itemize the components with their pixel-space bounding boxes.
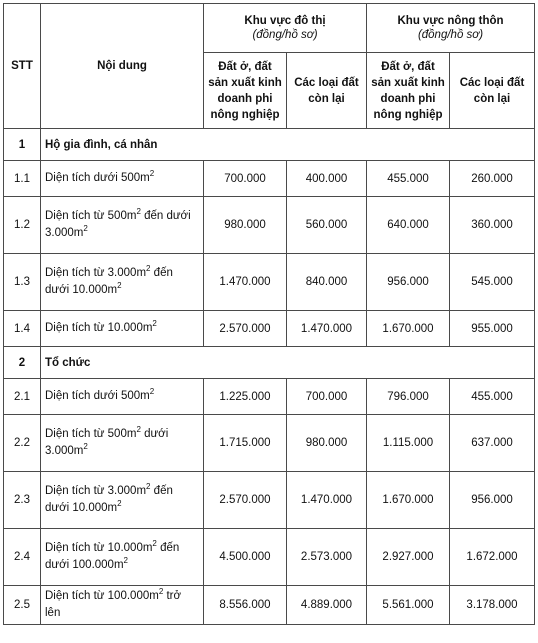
header-urban-unit: (đồng/hồ sơ)	[252, 29, 318, 41]
urban-land-fee: 2.570.000	[204, 311, 287, 347]
urban-land-fee: 1.225.000	[204, 379, 287, 415]
rural-land-fee: 1.670.000	[367, 311, 450, 347]
row-content	[41, 254, 204, 311]
squared-superscript: 2	[149, 169, 155, 179]
row-content	[41, 472, 204, 529]
squared-superscript: 2	[136, 207, 141, 217]
table-row	[4, 197, 535, 254]
row-content	[41, 379, 204, 415]
rural-other-fee: 956.000	[450, 472, 535, 529]
urban-land-fee: 8.556.000	[204, 586, 287, 625]
squared-superscript: 2	[83, 224, 88, 234]
squared-superscript: 2	[152, 539, 157, 549]
section-stt: 2	[4, 347, 41, 379]
rural-other-fee: 637.000	[450, 415, 535, 472]
row-content-text: Diện tích từ 10.000m	[45, 542, 153, 554]
squared-superscript: 2	[152, 319, 157, 329]
urban-other-fee: 1.470.000	[287, 311, 367, 347]
row-content-text-mid: đến dưới 10.000m	[45, 267, 173, 296]
table-row	[4, 379, 535, 415]
squared-superscript: 2	[83, 442, 88, 452]
rural-land-fee: 640.000	[367, 197, 450, 254]
section-row	[4, 129, 535, 161]
urban-land-fee: 980.000	[204, 197, 287, 254]
rural-land-fee: 1.115.000	[367, 415, 450, 472]
row-content	[41, 586, 204, 625]
row-stt: 1.4	[4, 311, 41, 347]
header-rural-land: Đất ở, đất sản xuất kinh doanh phi nông nghiệp	[367, 53, 450, 129]
row-content	[41, 311, 204, 347]
table-row	[4, 529, 535, 586]
urban-land-fee: 1.715.000	[204, 415, 287, 472]
squared-superscript: 2	[149, 387, 155, 397]
header-rural	[367, 4, 535, 53]
row-content-text: Diện tích từ 3.000m	[45, 267, 147, 279]
squared-superscript: 2	[123, 556, 128, 566]
squared-superscript: 2	[146, 264, 151, 274]
header-urban	[204, 4, 367, 53]
rural-land-fee: 5.561.000	[367, 586, 450, 625]
row-content	[41, 529, 204, 586]
row-stt: 1.3	[4, 254, 41, 311]
rural-land-fee: 1.670.000	[367, 472, 450, 529]
section-stt: 1	[4, 129, 41, 161]
urban-land-fee: 2.570.000	[204, 472, 287, 529]
row-stt: 2.3	[4, 472, 41, 529]
urban-other-fee: 980.000	[287, 415, 367, 472]
rural-other-fee: 455.000	[450, 379, 535, 415]
row-content	[41, 197, 204, 254]
squared-superscript: 2	[117, 499, 122, 509]
rural-other-fee: 1.672.000	[450, 529, 535, 586]
header-urban-other: Các loại đất còn lại	[287, 53, 367, 129]
fee-table-body	[4, 129, 535, 625]
section-row	[4, 347, 535, 379]
table-row	[4, 415, 535, 472]
table-row	[4, 161, 535, 197]
header-rural-unit: (đồng/hồ sơ)	[417, 29, 484, 41]
header-rural-other: Các loại đất còn lại	[450, 53, 535, 129]
row-content	[41, 415, 204, 472]
urban-other-fee: 840.000	[287, 254, 367, 311]
rural-land-fee: 455.000	[367, 161, 450, 197]
urban-other-fee: 560.000	[287, 197, 367, 254]
header-urban-title: Khu vực đô thị	[244, 15, 326, 27]
fee-table	[3, 3, 535, 625]
urban-other-fee: 1.470.000	[287, 472, 367, 529]
row-stt: 1.2	[4, 197, 41, 254]
row-stt: 2.4	[4, 529, 41, 586]
rural-other-fee: 260.000	[450, 161, 535, 197]
row-stt: 2.5	[4, 586, 41, 625]
squared-superscript: 2	[158, 587, 164, 597]
row-stt: 2.2	[4, 415, 41, 472]
table-row	[4, 254, 535, 311]
squared-superscript: 2	[117, 281, 122, 291]
rural-land-fee: 796.000	[367, 379, 450, 415]
row-content-text-mid: đến dưới 3.000m	[45, 210, 191, 239]
rural-other-fee: 360.000	[450, 197, 535, 254]
squared-superscript: 2	[136, 425, 141, 435]
row-content-text-mid: đến dưới 100.000m	[45, 542, 180, 571]
row-content-text-mid: đến dưới 10.000m	[45, 485, 173, 514]
urban-land-fee: 4.500.000	[204, 529, 287, 586]
urban-other-fee: 4.889.000	[287, 586, 367, 625]
squared-superscript: 2	[146, 482, 151, 492]
row-content-text-mid: dưới 3.000m	[45, 428, 169, 457]
row-content-text: Diện tích từ 10.000m	[45, 322, 153, 334]
row-content-text: Diện tích từ 100.000m	[45, 590, 159, 602]
row-content-text: Diện tích từ 500m	[45, 210, 137, 222]
urban-other-fee: 400.000	[287, 161, 367, 197]
table-row	[4, 472, 535, 529]
row-content-text: Diện tích dưới 500m	[45, 172, 150, 184]
row-content	[41, 161, 204, 197]
rural-land-fee: 956.000	[367, 254, 450, 311]
rural-other-fee: 955.000	[450, 311, 535, 347]
rural-other-fee: 3.178.000	[450, 586, 535, 625]
row-content-text: Diện tích từ 500m	[45, 428, 137, 440]
header-urban-land: Đất ở, đất sản xuất kinh doanh phi nông nghiệp	[204, 53, 287, 129]
section-title: Hộ gia đình, cá nhân	[41, 129, 535, 161]
table-row	[4, 311, 535, 347]
rural-other-fee: 545.000	[450, 254, 535, 311]
urban-other-fee: 2.573.000	[287, 529, 367, 586]
table-row	[4, 586, 535, 625]
rural-land-fee: 2.927.000	[367, 529, 450, 586]
urban-land-fee: 700.000	[204, 161, 287, 197]
header-content: Nội dung	[41, 4, 204, 129]
urban-land-fee: 1.470.000	[204, 254, 287, 311]
row-stt: 2.1	[4, 379, 41, 415]
row-content-text-post: trở lên	[45, 590, 182, 619]
row-content-text: Diện tích từ 3.000m	[45, 485, 147, 497]
header-stt: STT	[4, 4, 41, 129]
urban-other-fee: 700.000	[287, 379, 367, 415]
row-content-text: Diện tích dưới 500m	[45, 390, 150, 402]
section-title: Tổ chức	[41, 347, 535, 379]
row-stt: 1.1	[4, 161, 41, 197]
header-rural-title: Khu vực nông thôn	[397, 15, 504, 27]
